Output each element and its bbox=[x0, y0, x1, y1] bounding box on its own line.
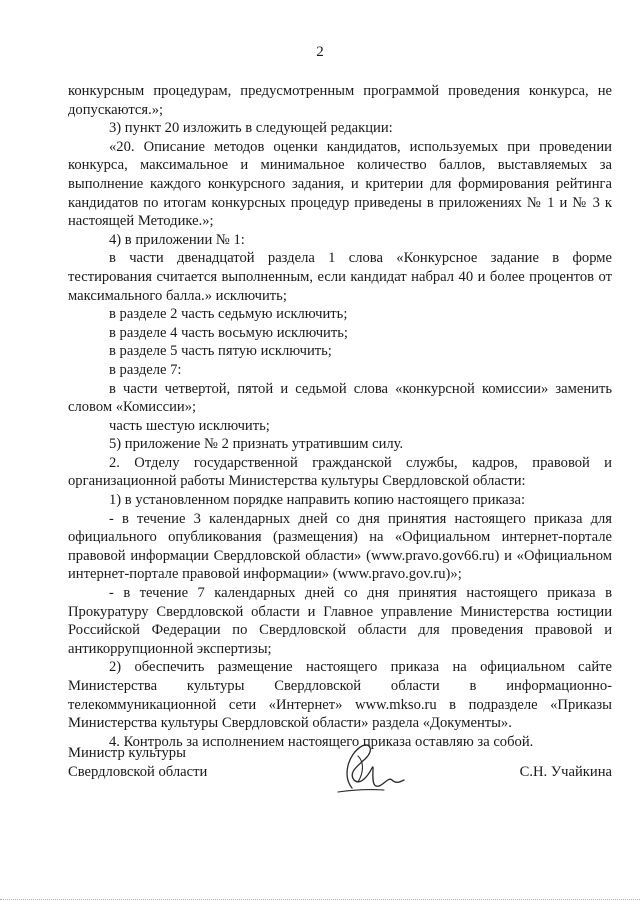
paragraph: - в течение 3 календарных дней со дня принятия настоящего приказа для официального опубликования (размещения) на «Официальном интернет-портале правовой информации Свердловской области» (www.pravo.gov66.ru) и «Официальном интернет-портале правовой информации» (www.pravo.gov.ru)»; bbox=[68, 510, 612, 583]
handwritten-signature bbox=[318, 736, 408, 806]
paragraph: в разделе 5 часть пятую исключить; bbox=[109, 343, 332, 360]
paragraph: конкурсным процедурам, предусмотренным программой проведения конкурса, не допускаются.»; bbox=[68, 83, 612, 118]
paragraph: часть шестую исключить; bbox=[109, 417, 270, 434]
signer-title-line1: Министр культуры bbox=[68, 745, 186, 761]
paragraph: 1) в установленном порядке направить копию настоящего приказа: bbox=[109, 492, 526, 509]
footer-divider bbox=[0, 899, 640, 900]
paragraph: 4) в приложении № 1: bbox=[109, 231, 245, 248]
paragraph: в части четвертой, пятой и седьмой слова «конкурсной комиссии» заменить словом «Комиссии»; bbox=[68, 380, 612, 416]
paragraph: 3) пункт 20 изложить в следующей редакции: bbox=[109, 120, 393, 137]
signer-name: С.Н. Учайкина bbox=[519, 764, 612, 780]
paragraph: в разделе 4 часть восьмую исключить; bbox=[109, 324, 348, 341]
signer-title-line2: Свердловской области bbox=[68, 764, 208, 780]
signature-block bbox=[68, 744, 612, 804]
signer-title bbox=[68, 744, 207, 782]
paragraph: 2) обеспечить размещение настоящего приказа на официальном сайте Министерства культуры Свердловской области в информационно-телекоммуникационной сети «Интернет» www.mkso.ru в подразделе «Приказы Министерства культуры Свердловской области» раздела «Документы». bbox=[68, 659, 612, 732]
paragraph: - в течение 7 календарных дней со дня принятия настоящего приказа в Прокуратуру Свердловской области и Главное управление Министерства юстиции Российской Федерации по Свердловской области для проведения правовой и антикоррупционной экспертизы; bbox=[68, 585, 612, 657]
paragraph: 4. Контроль за исполнением настоящего приказа оставляю за собой. bbox=[109, 733, 534, 750]
paragraph: 2. Отделу государственной гражданской службы, кадров, правовой и организационной работы Министерства культуры Свердловской области: bbox=[68, 454, 612, 490]
paragraph: «20. Описание методов оценки кандидатов, используемых при проведении конкурса, максимальное и минимальное количество баллов, выставляемых за выполнение каждого конкурсного задания, и критерии для формирования рейтинга кандидатов по итогам конкурсных процедур приведены в приложениях № 1 и № 3 к настоящей Методике.»; bbox=[68, 138, 612, 230]
paragraph: 5) приложение № 2 признать утратившим силу. bbox=[109, 436, 404, 453]
page-number: 2 bbox=[316, 44, 324, 60]
paragraph: в разделе 2 часть седьмую исключить; bbox=[109, 306, 348, 323]
paragraph: в разделе 7: bbox=[109, 361, 182, 378]
document-body bbox=[68, 82, 612, 751]
paragraph: в части двенадцатой раздела 1 слова «Конкурсное задание в форме тестирования считается выполненным, если кандидат набрал 40 и более процентов от максимального балла.» исключить; bbox=[68, 250, 612, 304]
